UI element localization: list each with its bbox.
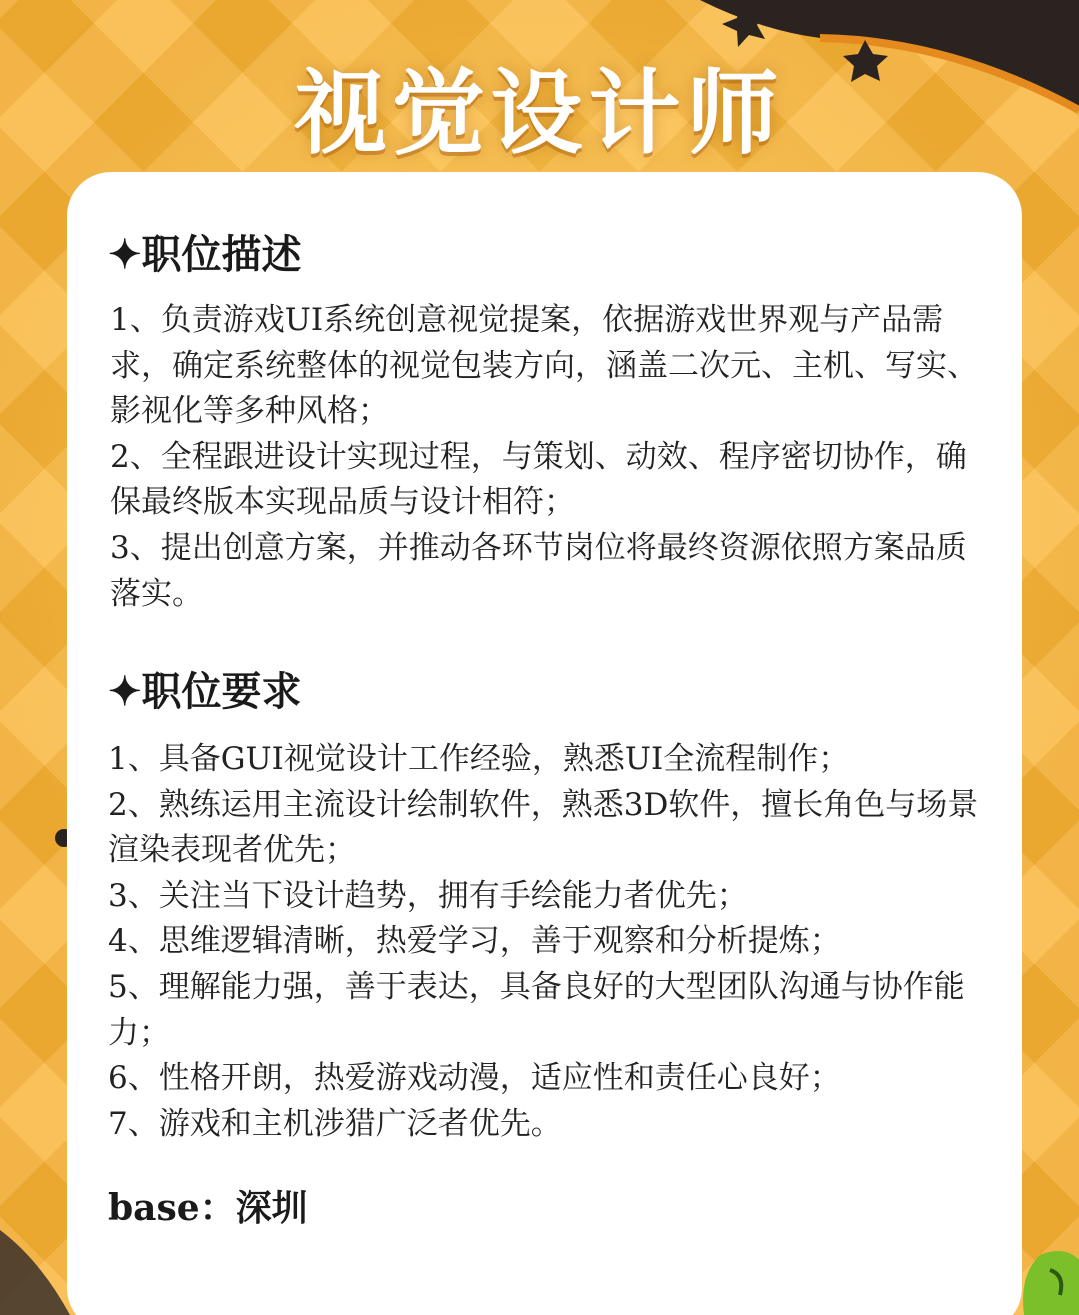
list-item: 2、全程跟进设计实现过程，与策划、动效、程序密切协作，确保最终版本实现品质与设计相符； — [110, 438, 967, 521]
list-item: 1、具备GUI视觉设计工作经验，熟悉UI全流程制作； — [108, 741, 850, 777]
section-heading-description: ✦职位描述 — [108, 231, 302, 278]
page-title: 视觉设计师 — [294, 59, 785, 167]
list-item: 1、负责游戏UI系统创意视觉提案，依据游戏世界观与产品需求，确定系统整体的视觉包装方向，涵盖二次元、主机、写实、影视化等多种风格； — [110, 302, 978, 430]
list-item: 3、关注当下设计趋势，拥有手绘能力者优先； — [108, 877, 748, 914]
section-heading-requirements: ✦职位要求 — [108, 668, 302, 715]
list-item: 5、理解能力强，善于表达，具备良好的大型团队沟通与协作能力； — [108, 968, 965, 1051]
list-item: 3、提出创意方案，并推动各环节岗位将最终资源依照方案品质落实。 — [110, 529, 967, 612]
location-label: base：深圳 — [108, 1187, 308, 1229]
list-item: 6、性格开朗，热爱游戏动漫，适应性和责任心良好； — [108, 1060, 841, 1097]
list-item: 7、游戏和主机涉猎广泛者优先。 — [108, 1105, 562, 1142]
list-item: 4、思维逻辑清晰，热爱学习，善于观察和分析提炼； — [108, 923, 841, 960]
requirements-list — [108, 737, 988, 1147]
list-item: 2、熟练运用主流设计绘制软件，熟悉3D软件，擅长角色与场景渲染表现者优先； — [108, 786, 979, 869]
description-list — [110, 298, 990, 617]
